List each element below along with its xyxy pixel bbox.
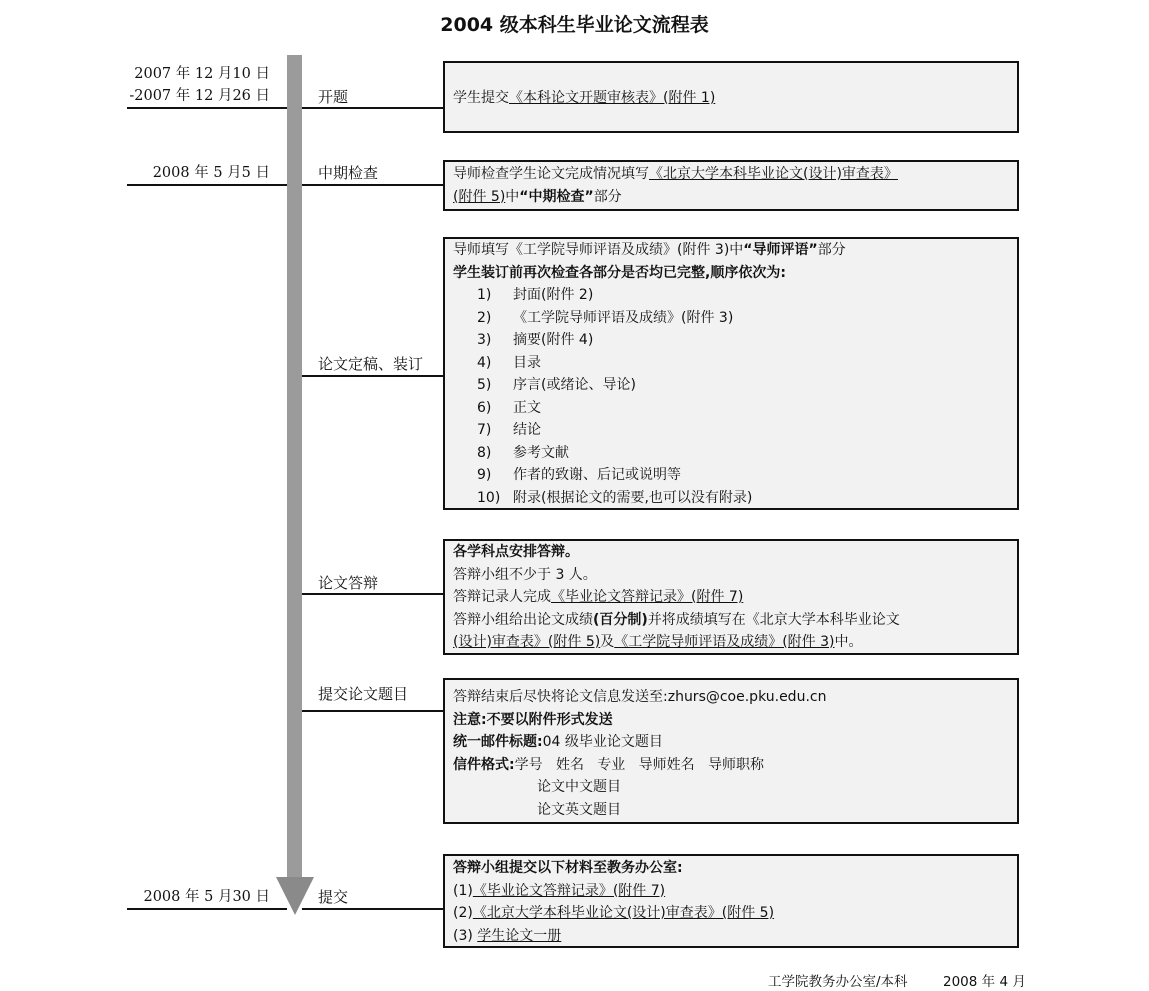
dinggao-list-item <box>453 374 1009 397</box>
timu-stage-line <box>302 710 443 712</box>
dinggao-list-item <box>453 487 1009 510</box>
dinggao-list-item-text: 结论 <box>513 422 541 438</box>
timu-format-value: 学号 姓名 专业 导师姓名 导师职称 <box>514 756 765 773</box>
dinggao-list-item <box>453 307 1009 330</box>
kaiti-stage-line <box>302 107 443 109</box>
dinggao-list-item-text: 封面(附件 2) <box>513 287 594 303</box>
timu-label: 提交论文题目 <box>318 685 409 703</box>
tijiao-item1-num: (1) <box>453 882 473 899</box>
dinggao-list-item-num: 2) <box>477 309 492 326</box>
tijiao-date-line <box>127 908 287 910</box>
tijiao-item3-num: (3) <box>453 927 473 944</box>
kaiti-date-start: 2007 年 12 月10 日 <box>134 66 270 82</box>
dinggao-list-item-text: 目录 <box>513 354 541 371</box>
tijiao-label: 提交 <box>318 888 349 906</box>
kaiti-box <box>443 61 1019 133</box>
timeline-arrow-shaft <box>287 55 302 878</box>
dinggao-list-item-num: 4) <box>477 354 492 371</box>
dinggao-list <box>453 284 1009 509</box>
dabian-line5-mid: 及 <box>600 634 615 650</box>
dabian-line5-doc1: (设计)审查表》(附件 5) <box>453 634 601 650</box>
dabian-box <box>443 539 1019 655</box>
dinggao-line1-post: 部分 <box>817 242 846 258</box>
tijiao-item1-doc: 《毕业论文答辩记录》(附件 7) <box>472 882 666 899</box>
dinggao-list-item <box>453 464 1009 487</box>
dinggao-list-item-num: 9) <box>477 467 492 483</box>
dinggao-list-item-text: 参考文献 <box>513 444 569 461</box>
tijiao-line1: 答辩小组提交以下材料至教务办公室: <box>453 860 683 876</box>
dabian-line1: 各学科点安排答辩。 <box>453 544 579 560</box>
timu-format-cn-title: 论文中文题目 <box>537 779 621 795</box>
dinggao-stage-line <box>302 375 443 377</box>
timu-subject-label: 统一邮件标题: <box>453 734 543 750</box>
dabian-stage-line <box>302 593 443 595</box>
dabian-line3: 答辩记录人完成 <box>453 589 551 605</box>
dinggao-list-item-num: 3) <box>477 332 492 348</box>
tijiao-box <box>443 854 1019 948</box>
zhongqi-label: 中期检查 <box>318 164 379 182</box>
dinggao-list-item <box>453 329 1009 352</box>
kaiti-label: 开题 <box>318 88 349 106</box>
dinggao-list-item-num: 10) <box>477 489 501 506</box>
dabian-line4-post: 并将成绩填写在《北京大学本科毕业论文 <box>647 611 900 628</box>
footer-date: 2008 年 4 月 <box>943 974 1026 990</box>
dinggao-list-item-num: 1) <box>477 287 492 303</box>
kaiti-text: 学生提交 <box>453 90 509 106</box>
zhongqi-date-line <box>127 184 287 186</box>
kaiti-date-end: -2007 年 12 月26 日 <box>129 88 270 104</box>
dinggao-list-item-num: 7) <box>477 422 492 438</box>
dinggao-box <box>443 237 1019 510</box>
timu-format-en-title: 论文英文题目 <box>537 801 621 818</box>
dinggao-list-item-text: 序言(或绪论、导论) <box>513 377 636 393</box>
page-title: 2004 级本科生毕业论文流程表 <box>440 14 709 36</box>
tijiao-stage-line <box>302 908 443 910</box>
dabian-line2: 答辩小组不少于 3 人。 <box>453 566 597 583</box>
timu-email-line: 答辩结束后尽快将论文信息发送至:zhurs@coe.pku.edu.cn <box>453 689 827 705</box>
dabian-label: 论文答辩 <box>318 574 379 592</box>
dinggao-list-item-text: 正文 <box>513 399 541 416</box>
zhongqi-box <box>443 160 1019 211</box>
dinggao-list-item <box>453 284 1009 307</box>
dinggao-list-item-text: 作者的致谢、后记或说明等 <box>513 467 681 483</box>
zhongqi-bold-text: “中期检查” <box>519 188 594 205</box>
dinggao-line1-bold: “导师评语” <box>743 242 818 258</box>
zhongqi-doc-appendix: (附件 5) <box>453 188 506 205</box>
timu-notice: 注意:不要以附件形式发送 <box>453 711 613 728</box>
zhongqi-text: 导师检查学生论文完成情况填写 <box>453 166 649 182</box>
dabian-line5-post: 中。 <box>834 634 863 650</box>
dinggao-list-item-num: 5) <box>477 377 492 393</box>
footer-office: 工学院教务办公室/本科 <box>768 974 908 990</box>
timu-format-label: 信件格式: <box>453 756 515 773</box>
dinggao-list-item <box>453 442 1009 465</box>
dinggao-line1: 导师填写《工学院导师评语及成绩》(附件 3)中 <box>453 242 744 258</box>
zhongqi-post-text: 部分 <box>593 188 622 205</box>
tijiao-item2-num: (2) <box>453 905 473 921</box>
dabian-line4-bold: (百分制) <box>593 611 648 628</box>
zhongqi-mid-text: 中 <box>505 188 520 205</box>
dinggao-line2: 学生装订前再次检查各部分是否均已完整,顺序依次为: <box>453 264 786 281</box>
zhongqi-doc-link: 《北京大学本科毕业论文(设计)审查表》 <box>649 166 898 182</box>
dabian-line4: 答辩小组给出论文成绩 <box>453 611 593 628</box>
dinggao-label: 论文定稿、装订 <box>318 355 424 373</box>
kaiti-date <box>10 63 270 107</box>
timu-subject-value: 04 级毕业论文题目 <box>542 734 663 750</box>
tijiao-date: 2008 年 5 月30 日 <box>143 889 270 905</box>
kaiti-doc-link: 《本科论文开题审核表》(附件 1) <box>509 90 716 106</box>
dinggao-list-item-text: 《工学院导师评语及成绩》(附件 3) <box>513 309 734 326</box>
tijiao-item2-doc: 《北京大学本科毕业论文(设计)审查表》(附件 5) <box>472 905 775 921</box>
dabian-line5-doc2: 《工学院导师评语及成绩》(附件 3) <box>614 634 835 650</box>
dinggao-list-item-num: 8) <box>477 444 492 461</box>
timu-box <box>443 678 1019 824</box>
zhongqi-date: 2008 年 5 月5 日 <box>152 165 270 181</box>
tijiao-item3-doc: 学生论文一册 <box>477 927 562 944</box>
dinggao-list-item-text: 附录(根据论文的需要,也可以没有附录) <box>513 489 753 506</box>
dinggao-list-item <box>453 419 1009 442</box>
dinggao-list-item <box>453 397 1009 420</box>
zhongqi-stage-line <box>302 184 443 186</box>
dinggao-list-item-text: 摘要(附件 4) <box>513 332 594 348</box>
dinggao-list-item <box>453 352 1009 375</box>
kaiti-date-line <box>127 107 287 109</box>
dinggao-list-item-num: 6) <box>477 399 492 416</box>
dabian-line3-doc: 《毕业论文答辩记录》(附件 7) <box>551 589 744 605</box>
